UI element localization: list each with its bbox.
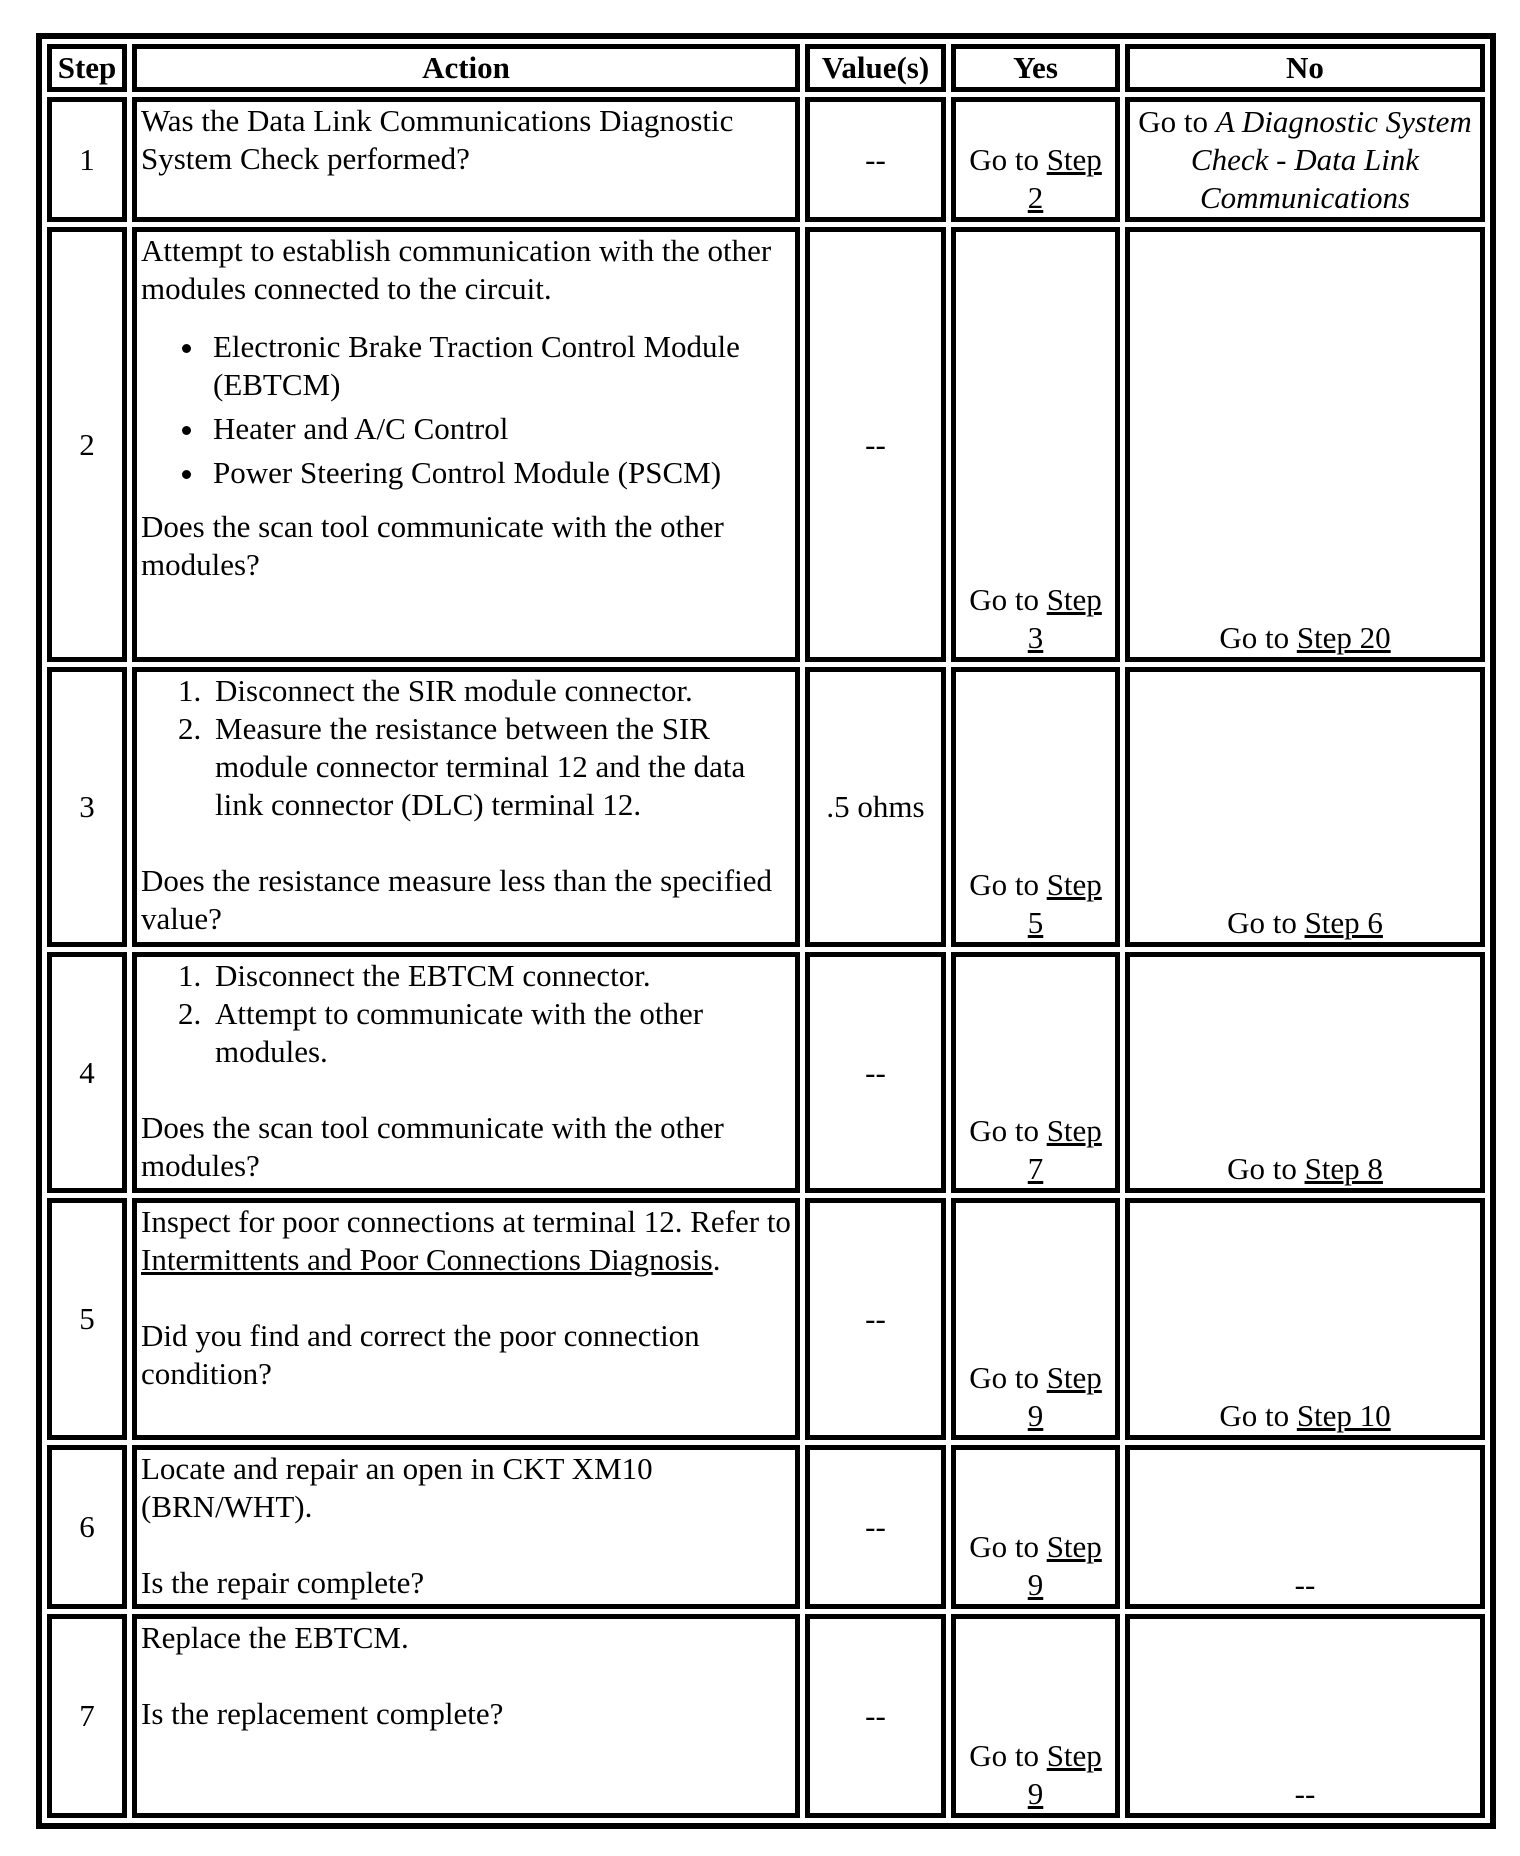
no-step-link[interactable]: Step 20: [1296, 620, 1391, 655]
table-row: [47, 1614, 1485, 1818]
step-number: 6: [47, 1445, 127, 1609]
header-no: No: [1125, 44, 1485, 92]
list-item: 2. Attempt to communicate with the other modules.: [209, 995, 791, 1071]
spacer: [141, 1071, 791, 1109]
yes-cell: [951, 1614, 1120, 1818]
action-text-segment: Attempt to establish communication with the other modules connected to the circuit.: [141, 233, 772, 306]
no-cell: [1125, 97, 1485, 222]
action-text: [141, 102, 791, 178]
yes-step-link[interactable]: Step 5: [1027, 867, 1102, 940]
yes-step-link[interactable]: Step 2: [1027, 142, 1102, 215]
value-cell: --: [805, 952, 946, 1193]
action-text: [141, 1619, 791, 1657]
header-step: Step: [47, 44, 127, 92]
header-yes: Yes: [951, 44, 1120, 92]
yes-cell: [951, 1198, 1120, 1440]
no-step-link[interactable]: Step 6: [1304, 905, 1383, 940]
header-action: Action: [132, 44, 800, 92]
action-cell: [132, 1614, 800, 1818]
list-item: • Power Steering Control Module (PSCM): [207, 454, 791, 492]
action-cell: [132, 97, 800, 222]
value-cell: --: [805, 1614, 946, 1818]
header-row: [47, 44, 1485, 92]
no-step-link[interactable]: Step 8: [1304, 1151, 1383, 1186]
spacer: [141, 1279, 791, 1317]
step-number: 4: [47, 952, 127, 1193]
yes-step-link[interactable]: Step 9: [1027, 1738, 1102, 1811]
action-text-segment: Locate and repair an open in CKT XM10 (BRN/WHT).: [141, 1451, 653, 1524]
no-prefix: Go to: [1227, 1151, 1305, 1186]
yes-cell: [951, 97, 1120, 222]
step-number: 3: [47, 667, 127, 947]
no-prefix: Go to: [1219, 620, 1297, 655]
value-cell: --: [805, 227, 946, 662]
action-text: [141, 1109, 791, 1185]
value-cell: .5 ohms: [805, 667, 946, 947]
yes-prefix: Go to: [969, 1360, 1047, 1395]
list-item: • Electronic Brake Traction Control Module (EBTCM): [207, 328, 791, 404]
table-row: [47, 227, 1485, 662]
numbered-list: [141, 957, 791, 1071]
action-text-segment: Did you find and correct the poor connection condition?: [141, 1318, 700, 1391]
action-text: [141, 1203, 791, 1279]
spacer: [141, 824, 791, 862]
table-row: [47, 1445, 1485, 1609]
value-cell: --: [805, 97, 946, 222]
no-step-link[interactable]: Step 10: [1296, 1398, 1391, 1433]
diagnostic-table: [36, 33, 1496, 1829]
step-number: 2: [47, 227, 127, 662]
list-item: 2. Measure the resistance between the SIR module connector terminal 12 and the data link connector (DLC) terminal 12.: [209, 710, 791, 824]
action-text: [141, 1317, 791, 1393]
action-text: [141, 232, 791, 308]
action-cell: [132, 1445, 800, 1609]
action-cell: [132, 1198, 800, 1440]
step-number: 7: [47, 1614, 127, 1818]
no-cell: [1125, 1198, 1485, 1440]
no-cell: [1125, 1614, 1485, 1818]
yes-step-link[interactable]: Step 9: [1027, 1529, 1102, 1602]
action-text-segment: .: [712, 1242, 721, 1277]
action-text: [141, 1695, 791, 1733]
value-cell: --: [805, 1198, 946, 1440]
action-text: [141, 1450, 791, 1526]
yes-prefix: Go to: [969, 142, 1047, 177]
action-text-segment: Does the scan tool communicate with the other modules?: [141, 1110, 724, 1183]
action-text: [141, 862, 791, 938]
table-row: [47, 97, 1485, 222]
action-text-segment: Is the replacement complete?: [141, 1696, 504, 1731]
action-cell: [132, 667, 800, 947]
no-cell: [1125, 667, 1485, 947]
step-number: 5: [47, 1198, 127, 1440]
value-cell: --: [805, 1445, 946, 1609]
no-cell: [1125, 952, 1485, 1193]
list-item: 1. Disconnect the SIR module connector.: [209, 672, 791, 710]
list-item: • Heater and A/C Control: [207, 410, 791, 448]
yes-cell: [951, 1445, 1120, 1609]
no-prefix: Go to: [1227, 905, 1305, 940]
action-cell: [132, 952, 800, 1193]
list-item: 1. Disconnect the EBTCM connector.: [209, 957, 791, 995]
yes-prefix: Go to: [969, 1529, 1047, 1564]
yes-cell: [951, 952, 1120, 1193]
action-link[interactable]: Intermittents and Poor Connections Diagnosis: [141, 1242, 713, 1277]
yes-cell: [951, 667, 1120, 947]
action-text: [141, 508, 791, 584]
no-prefix: Go to: [1138, 103, 1216, 139]
table-row: [47, 667, 1485, 947]
bullet-list: [141, 328, 791, 492]
table-row: [47, 1198, 1485, 1440]
yes-step-link[interactable]: Step 9: [1027, 1360, 1102, 1433]
yes-prefix: Go to: [969, 582, 1047, 617]
action-text: [141, 1564, 791, 1602]
spacer: [141, 1657, 791, 1695]
action-cell: [132, 227, 800, 662]
no-cell: [1125, 227, 1485, 662]
no-value: --: [1294, 1567, 1316, 1602]
yes-step-link[interactable]: Step 3: [1027, 582, 1102, 655]
header-values: Value(s): [805, 44, 946, 92]
action-text-segment: Was the Data Link Communications Diagnostic System Check performed?: [141, 103, 734, 176]
yes-cell: [951, 227, 1120, 662]
yes-step-link[interactable]: Step 7: [1027, 1113, 1102, 1186]
yes-prefix: Go to: [969, 1113, 1047, 1148]
no-value: --: [1294, 1776, 1316, 1811]
step-number: 1: [47, 97, 127, 222]
no-cell: [1125, 1445, 1485, 1609]
no-link-diagnostic-check[interactable]: A Diagnostic System Check - Data Link Communications: [1190, 103, 1472, 215]
action-text-segment: Does the resistance measure less than the specified value?: [141, 863, 772, 936]
yes-prefix: Go to: [969, 1738, 1047, 1773]
action-text-segment: Replace the EBTCM.: [141, 1620, 409, 1655]
table-row: [47, 952, 1485, 1193]
numbered-list: [141, 672, 791, 824]
action-text-segment: Inspect for poor connections at terminal 12. Refer to: [141, 1204, 791, 1239]
no-prefix: Go to: [1219, 1398, 1297, 1433]
action-text-segment: Is the repair complete?: [141, 1565, 425, 1600]
spacer: [141, 1526, 791, 1564]
action-text-segment: Does the scan tool communicate with the other modules?: [141, 509, 724, 582]
yes-prefix: Go to: [969, 867, 1047, 902]
